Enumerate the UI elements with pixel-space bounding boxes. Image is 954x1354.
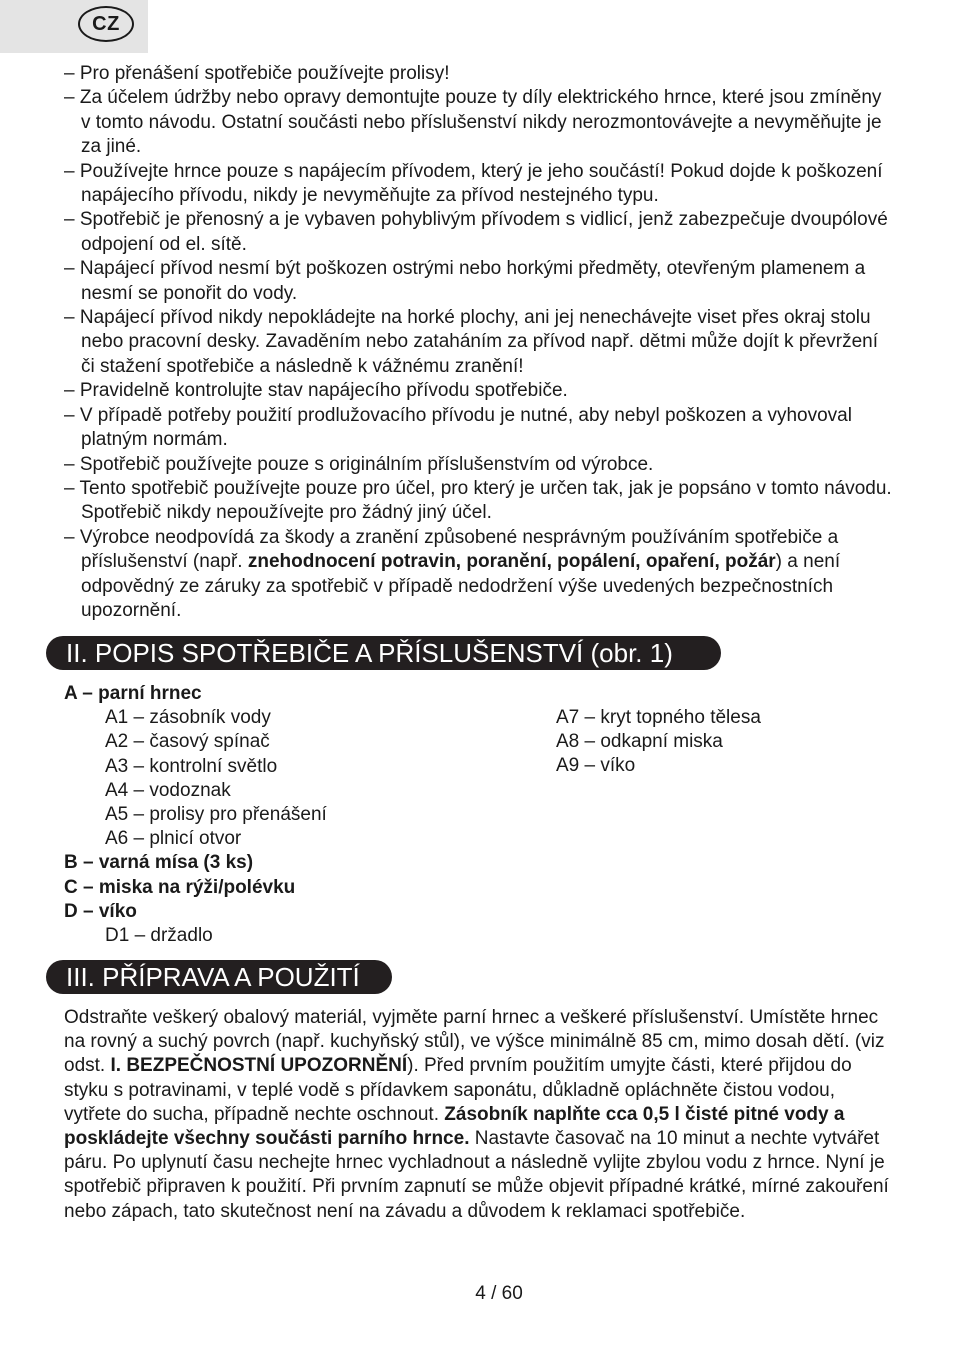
part-group-d: D – víko	[64, 900, 137, 922]
part-item: A3 – kontrolní světlo	[105, 755, 278, 777]
bullet-item: – Za účelem údržby nebo opravy demontujte pouze ty díly elektrického hrnce, které jsou zmíněny v tomto návodu. Ostatní součásti nebo příslušenství nikdy nerozmontovávejte a nevyměňujte je za jiné.	[64, 87, 882, 158]
parts-list	[64, 682, 894, 948]
bullet-item: – Napájecí přívod nesmí být poškozen ostrými nebo horkými předměty, otevřeným plamenem a nesmí se ponořit do vody.	[64, 258, 866, 304]
paragraph-bold-text: I. BEZPEČNOSTNÍ UPOZORNĚNÍ	[110, 1055, 408, 1077]
paragraph-text: ). Před prvním použitím umyjte části, které přijdou do styku s potravinami, v teplé vodě s přídavkem saponátu, důkladně opláchněte čistou vodou, vytřete do sucha, případně nechte oschnout.	[64, 1055, 852, 1125]
language-badge: CZ	[78, 6, 134, 42]
part-item: A7 – kryt topného tělesa	[556, 707, 761, 728]
bullet-text: – Výrobce neodpovídá za škody a zranění způsobené nesprávným používáním spotřebiče a příslušenství (např.	[64, 526, 839, 573]
part-group-b: B – varná mísa (3 ks)	[64, 852, 254, 874]
bullet-item: – Používejte hrnce pouze s napájecím přívodem, který je jeho součástí! Pokud dojde k poškození napájecího přívodu, nikdy je nevyměňujte za přívod nestejného typu.	[64, 160, 883, 207]
part-item: A9 – víko	[556, 755, 636, 777]
bullet-item: – Pravidelně kontrolujte stav napájecího přívodu spotřebiče.	[64, 380, 568, 402]
part-item: A5 – prolisy pro přenášení	[105, 804, 327, 826]
part-item: D1 – držadlo	[105, 925, 213, 947]
bullet-bold-text: znehodnocení potravin, poranění, popálení, opaření, požár	[247, 551, 776, 573]
bullet-item: – Spotřebič používejte pouze s originálním příslušenstvím od výrobce.	[64, 453, 654, 475]
safety-bullet-list	[64, 62, 894, 623]
bullet-item: – Spotřebič je přenosný a je vybaven pohyblivým přívodem s vidlicí, jenž zabezpečuje dvoupólové odpojení od el. sítě.	[64, 209, 888, 255]
paragraph-bold-text: Zásobník naplňte cca 0,5 l čisté pitné vody a poskládejte všechny součásti parního hrnce.	[64, 1103, 845, 1150]
bullet-item: – V případě potřeby použití prodlužovacího přívodu je nutné, aby nebyl poškozen a vyhovoval platným normám.	[64, 404, 852, 451]
page-number: 4 / 60	[475, 1283, 523, 1304]
bullet-text: ) a není odpovědný ze záruky za spotřebič v případě nedodržení výše uvedených bezpečnostních upozornění.	[81, 551, 841, 621]
part-item: A2 – časový spínač	[105, 731, 270, 753]
part-group-c: C – miska na rýži/polévku	[64, 876, 296, 898]
bullet-item-liability	[64, 526, 894, 624]
part-item: A8 – odkapní miska	[556, 731, 723, 753]
part-item: A4 – vodoznak	[105, 779, 231, 801]
language-tab	[0, 0, 148, 53]
bullet-item: – Pro přenášení spotřebiče používejte prolisy!	[64, 63, 450, 84]
part-group-a: A – parní hrnec	[64, 683, 202, 704]
section-heading-description: II. POPIS SPOTŘEBIČE A PŘÍSLUŠENSTVÍ (obr. 1)	[46, 636, 721, 670]
parts-list-right-column	[556, 706, 761, 779]
preparation-paragraph	[64, 1006, 894, 1224]
bullet-item: – Napájecí přívod nikdy nepokládejte na horké plochy, ani jej nenechávejte viset přes okraj stolu nebo pracovní desky. Zavaděním nebo zataháním za přívod např. dětmi může dojít k převržení či stažení spotřebiče a následně k vážnému zranění!	[64, 307, 879, 377]
bullet-item: – Tento spotřebič používejte pouze pro účel, pro který je určen tak, jak je popsáno v tomto návodu. Spotřebič nikdy nepoužívejte pro žádný jiný účel.	[64, 477, 892, 524]
paragraph-text: Odstraňte veškerý obalový materiál, vyjměte parní hrnec a veškeré příslušenství. Umístěte hrnec na rovný a suchý povrch (např. kuchyňský stůl), ve výšce minimálně 85 cm, mimo dosah dětí. (viz odst.	[64, 1007, 885, 1077]
part-item: A1 – zásobník vody	[105, 707, 271, 729]
paragraph-text: Nastavte časovač na 10 minut a nechte vytvářet páru. Po uplynutí času nechejte hrnec vychladnout a následně vylijte zbylou vodu z hrnce. Nyní je spotřebič připraven k použití. Při prvním zapnutí se může objevit případné krátké, mírné zakouření nebo zápach, tato skutečnost není na závadu a důvodem k reklamaci spotřebiče.	[64, 1128, 889, 1222]
section-heading-preparation: III. PŘÍPRAVA A POUŽITÍ	[46, 960, 392, 994]
part-item: A6 – plnicí otvor	[105, 828, 242, 850]
